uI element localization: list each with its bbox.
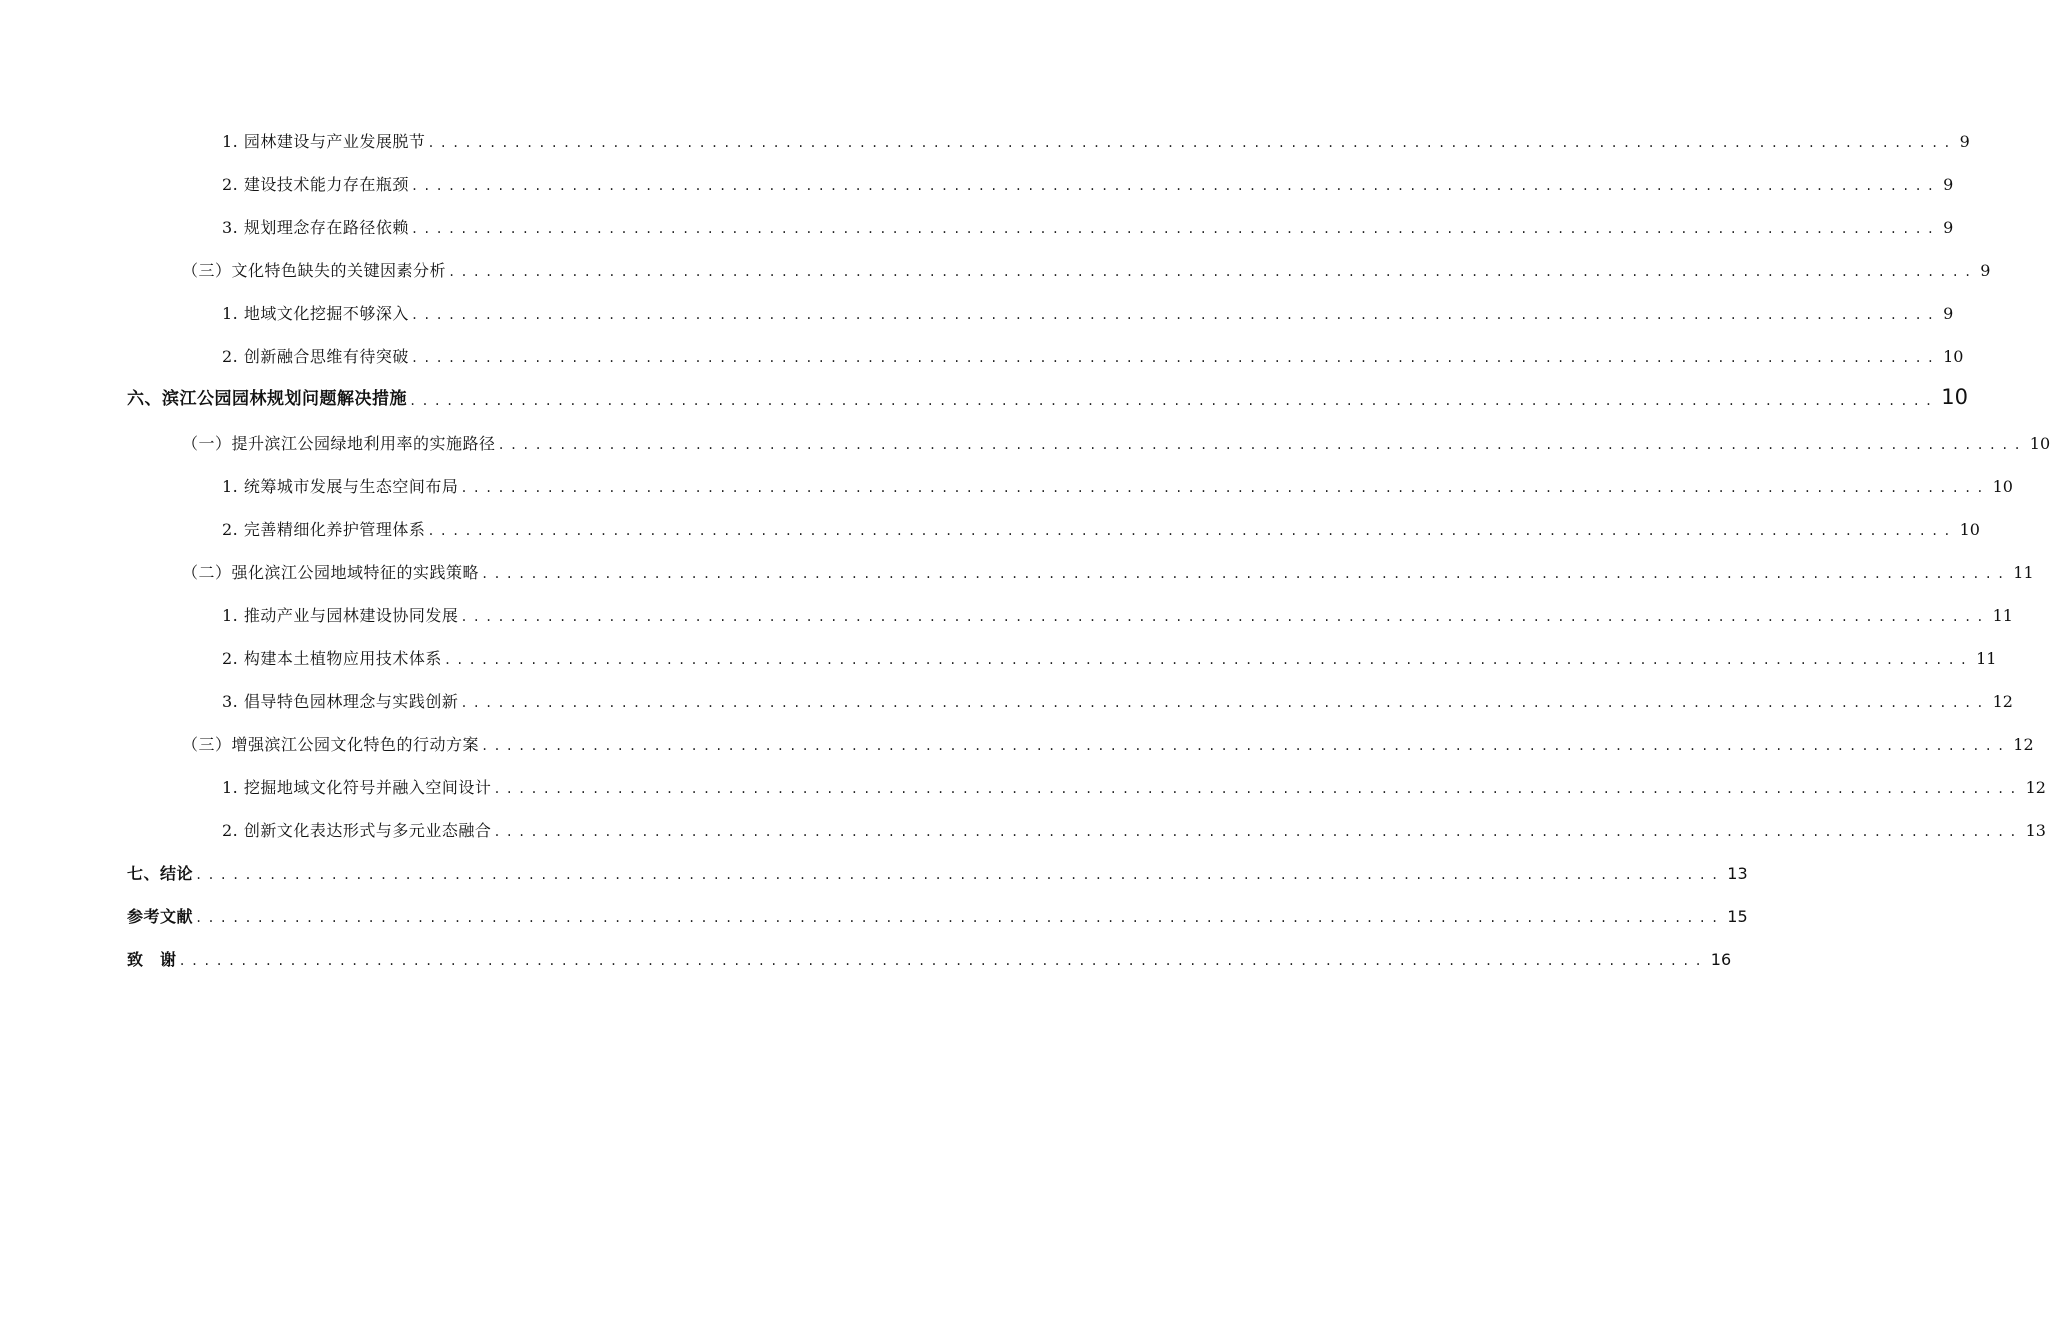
toc-entry-title: 六、滨江公园园林规划问题解决措施 xyxy=(127,389,407,409)
toc-entry-title: 1. 园林建设与产业发展脱节 xyxy=(222,132,426,151)
toc-entry-title: 1. 挖掘地域文化符号并融入空间设计 xyxy=(222,778,492,797)
toc-entry-title: 3. 规划理念存在路径依赖 xyxy=(222,218,409,237)
toc-leader-dots: ............................................................................................................................ xyxy=(481,567,2010,581)
toc-entry-page: 9 xyxy=(1959,132,1970,151)
toc-entry-page: 9 xyxy=(1943,175,1954,194)
toc-entry-page: 12 xyxy=(2013,735,2034,754)
toc-entry-title: 参考文献 xyxy=(127,907,194,926)
toc-entry-page: 12 xyxy=(1992,692,2013,711)
toc-entry[interactable] xyxy=(222,813,2046,840)
toc-entry-title: 1. 地域文化挖掘不够深入 xyxy=(222,304,409,323)
toc-entry[interactable] xyxy=(127,942,1732,969)
toc-entry-page: 9 xyxy=(1943,218,1954,237)
toc-entry[interactable] xyxy=(222,598,2013,625)
toc-entry-title: 2. 建设技术能力存在瓶颈 xyxy=(222,175,409,194)
toc-leader-dots: ............................................................................................................................ xyxy=(448,265,1977,279)
toc-leader-dots: ............................................................................................................................ xyxy=(410,179,1940,193)
toc-entry-page: 13 xyxy=(2025,821,2046,840)
toc-entry[interactable] xyxy=(127,899,1748,926)
toc-entry-page: 11 xyxy=(2013,563,2034,582)
toc-leader-dots: ............................................................................................................................ xyxy=(443,653,1973,667)
toc-entry-page: 13 xyxy=(1727,864,1748,883)
toc-entry[interactable] xyxy=(222,167,1954,194)
toc-entry-title: 1. 统筹城市发展与生态空间布局 xyxy=(222,477,459,496)
toc-entry-title: 七、结论 xyxy=(127,864,194,883)
toc-entry-page: 16 xyxy=(1710,950,1732,969)
toc-entry-page: 11 xyxy=(1976,649,1997,668)
toc-entry-page: 10 xyxy=(1941,385,1968,409)
toc-leader-dots: ............................................................................................................................ xyxy=(195,911,1724,925)
toc-leader-dots: ............................................................................................................................ xyxy=(460,481,1989,495)
toc-leader-dots: ............................................................................................................................ xyxy=(178,954,1707,968)
toc-entry-title: （三）增强滨江公园文化特色的行动方案 xyxy=(182,735,480,754)
toc-entry[interactable] xyxy=(222,296,1954,323)
toc-entry-page: 12 xyxy=(2025,778,2046,797)
toc-leader-dots: ............................................................................................................................ xyxy=(427,524,1956,538)
toc-entry[interactable] xyxy=(182,555,2034,582)
toc-entry[interactable] xyxy=(222,770,2046,797)
toc-entry-title: 1. 推动产业与园林建设协同发展 xyxy=(222,606,459,625)
toc-entry-title: （二）强化滨江公园地域特征的实践策略 xyxy=(182,563,480,582)
toc-entry-page: 10 xyxy=(1959,520,1980,539)
toc-entry[interactable] xyxy=(222,469,2013,496)
toc-leader-dots: ............................................................................................................................ xyxy=(410,308,1940,322)
toc-leader-dots: ............................................................................................................................ xyxy=(493,825,2022,839)
toc-leader-dots: ............................................................................................................................ xyxy=(195,868,1724,882)
toc-leader-dots: ............................................................................................................................ xyxy=(497,438,2026,452)
toc-entry-page: 15 xyxy=(1727,907,1748,926)
toc-entry-page: 10 xyxy=(2029,434,2050,453)
toc-entry-page: 9 xyxy=(1943,304,1954,323)
toc-leader-dots: ............................................................................................................................ xyxy=(409,394,1938,408)
toc-entry-page: 11 xyxy=(1992,606,2013,625)
toc-entry-title: 2. 完善精细化养护管理体系 xyxy=(222,520,426,539)
toc-entry-title: 2. 创新文化表达形式与多元业态融合 xyxy=(222,821,492,840)
toc-leader-dots: ............................................................................................................................ xyxy=(410,351,1940,365)
toc-entry-title: 致 谢 xyxy=(127,950,177,969)
toc-entry[interactable] xyxy=(222,512,1980,539)
toc-entry[interactable] xyxy=(222,684,2013,711)
toc-entry[interactable] xyxy=(182,253,1991,280)
toc-entry-title: 2. 构建本土植物应用技术体系 xyxy=(222,649,442,668)
toc-entry[interactable] xyxy=(182,426,2050,453)
toc-entry-title: （三）文化特色缺失的关键因素分析 xyxy=(182,261,447,280)
toc-leader-dots: ............................................................................................................................ xyxy=(493,782,2022,796)
toc-entry[interactable] xyxy=(222,124,1970,151)
toc-entry-page: 10 xyxy=(1943,347,1964,366)
toc-entry[interactable] xyxy=(127,856,1748,883)
toc-entry-title: 2. 创新融合思维有待突破 xyxy=(222,347,409,366)
toc-leader-dots: ............................................................................................................................ xyxy=(481,739,2010,753)
toc-leader-dots: ............................................................................................................................ xyxy=(427,136,1956,150)
toc-entry[interactable] xyxy=(127,382,1968,409)
toc-leader-dots: ............................................................................................................................ xyxy=(460,696,1989,710)
toc-entry[interactable] xyxy=(222,339,1964,366)
toc-leader-dots: ............................................................................................................................ xyxy=(410,222,1940,236)
toc-entry-title: 3. 倡导特色园林理念与实践创新 xyxy=(222,692,459,711)
toc-entry[interactable] xyxy=(222,641,1997,668)
toc-entry-page: 10 xyxy=(1992,477,2013,496)
toc-leader-dots: ............................................................................................................................ xyxy=(460,610,1989,624)
toc-entry-page: 9 xyxy=(1980,261,1991,280)
toc-entry[interactable] xyxy=(182,727,2034,754)
toc-entry[interactable] xyxy=(222,210,1954,237)
toc-entry-title: （一）提升滨江公园绿地利用率的实施路径 xyxy=(182,434,496,453)
